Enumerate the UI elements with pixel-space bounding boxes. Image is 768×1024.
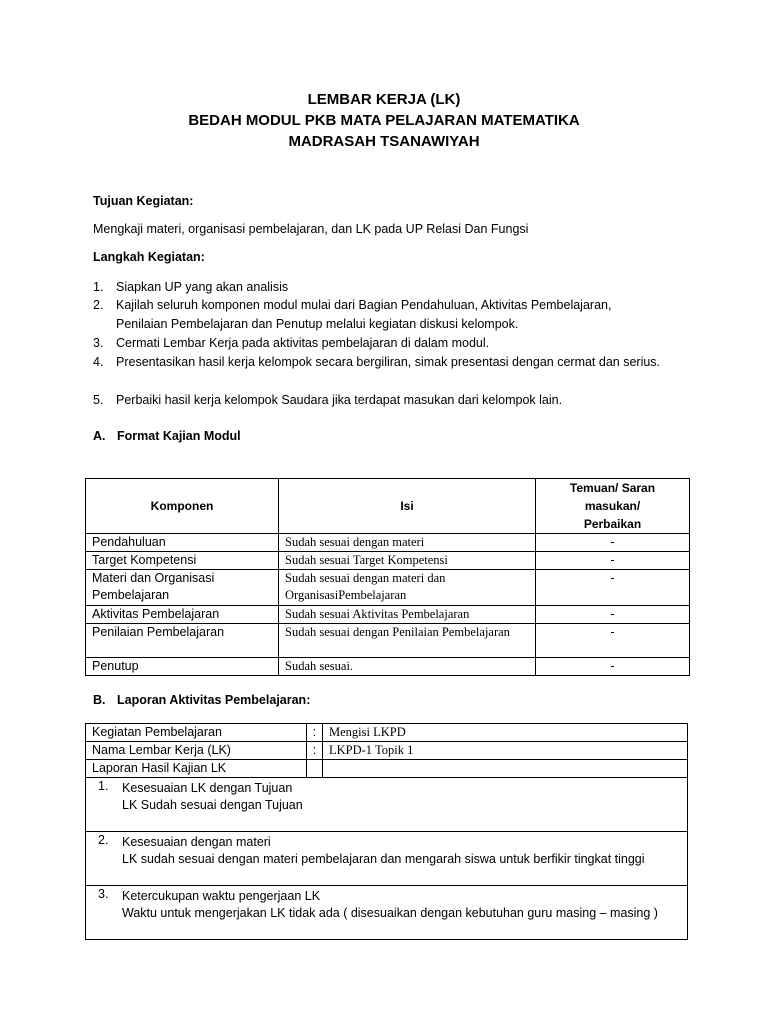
report-item bbox=[86, 832, 688, 886]
cell-isi: Sudah sesuai dengan Penilaian Pembelajaran bbox=[279, 624, 536, 658]
cell-temuan: - bbox=[536, 606, 690, 624]
info-label: Laporan Hasil Kajian LK bbox=[86, 760, 307, 778]
cell-komponen: Target Kompetensi bbox=[86, 552, 279, 570]
step-text: Kajilah seluruh komponen modul mulai dari Bagian Pendahuluan, Aktivitas Pembelajaran, Penilaian Pembelajaran dan Penutup melalui kegiatan diskusi kelompok. bbox=[116, 298, 612, 331]
table-row bbox=[86, 658, 690, 676]
report-item-number: 2. bbox=[98, 833, 109, 847]
report-item bbox=[86, 886, 688, 940]
doc-title-line-2: BEDAH MODUL PKB MATA PELAJARAN MATEMATIKA bbox=[188, 112, 580, 129]
doc-title-line-1: LEMBAR KERJA (LK) bbox=[307, 91, 461, 108]
langkah-step bbox=[93, 353, 663, 372]
langkah-step bbox=[93, 296, 663, 333]
info-row bbox=[86, 742, 688, 760]
report-item-text: LK Sudah sesuai dengan Tujuan bbox=[122, 798, 303, 812]
info-value: Mengisi LKPD bbox=[323, 724, 688, 742]
info-label: Kegiatan Pembelajaran bbox=[86, 724, 307, 742]
report-item-text: Waktu untuk mengerjakan LK tidak ada ( disesuaikan dengan kebutuhan guru masing – masing ) bbox=[122, 906, 658, 920]
cell-isi: Sudah sesuai. bbox=[279, 658, 536, 676]
info-colon: : bbox=[307, 724, 323, 742]
report-item-row bbox=[86, 886, 688, 940]
langkah-heading: Langkah Kegiatan: bbox=[93, 250, 205, 264]
info-row bbox=[86, 760, 688, 778]
kajian-modul-table bbox=[85, 478, 690, 676]
report-item bbox=[86, 778, 688, 832]
report-item-number: 3. bbox=[98, 887, 109, 901]
info-value: LKPD-1 Topik 1 bbox=[323, 742, 688, 760]
report-item-title: Kesesuaian dengan materi bbox=[122, 835, 271, 849]
header-temuan-line: Perbaikan bbox=[583, 517, 642, 531]
cell-isi: Sudah sesuai dengan materi dan OrganisasiPembelajaran bbox=[279, 570, 536, 606]
header-temuan-line: Temuan/ Saran bbox=[569, 481, 656, 495]
cell-komponen: Materi dan Organisasi Pembelajaran bbox=[86, 570, 279, 606]
cell-temuan: - bbox=[536, 658, 690, 676]
header-temuan-line: masukan/ bbox=[584, 499, 641, 513]
step-text: Siapkan UP yang akan analisis bbox=[116, 280, 289, 294]
cell-isi: Sudah sesuai Target Kompetensi bbox=[279, 552, 536, 570]
cell-temuan: - bbox=[536, 534, 690, 552]
cell-temuan: - bbox=[536, 624, 690, 658]
table-row bbox=[86, 552, 690, 570]
step-number: 4. bbox=[93, 355, 104, 369]
report-item-row bbox=[86, 832, 688, 886]
info-label: Nama Lembar Kerja (LK) bbox=[86, 742, 307, 760]
doc-title-line-3: MADRASAH TSANAWIYAH bbox=[288, 133, 480, 150]
info-colon: : bbox=[307, 742, 323, 760]
report-item-title: Kesesuaian LK dengan Tujuan bbox=[122, 781, 293, 795]
step-text: Perbaiki hasil kerja kelompok Saudara jika terdapat masukan dari kelompok lain. bbox=[116, 393, 563, 407]
step-text: Presentasikan hasil kerja kelompok secara bergiliran, simak presentasi dengan cermat dan serius. bbox=[116, 355, 661, 369]
step-number: 2. bbox=[93, 298, 104, 312]
section-a-heading: Format Kajian Modul bbox=[117, 429, 241, 443]
report-item-number: 1. bbox=[98, 779, 109, 793]
langkah-step bbox=[93, 334, 663, 353]
header-komponen: Komponen bbox=[86, 479, 279, 534]
cell-isi: Sudah sesuai Aktivitas Pembelajaran bbox=[279, 606, 536, 624]
section-a-number: A. bbox=[93, 429, 106, 443]
laporan-aktivitas-table bbox=[85, 723, 688, 940]
header-temuan bbox=[536, 479, 690, 534]
info-colon bbox=[307, 760, 323, 778]
step-number: 5. bbox=[93, 393, 104, 407]
tujuan-text: Mengkaji materi, organisasi pembelajaran, dan LK pada UP Relasi Dan Fungsi bbox=[93, 222, 529, 236]
cell-isi: Sudah sesuai dengan materi bbox=[279, 534, 536, 552]
step-number: 1. bbox=[93, 280, 104, 294]
cell-komponen: Penilaian Pembelajaran bbox=[86, 624, 279, 658]
langkah-step bbox=[93, 391, 663, 410]
info-value bbox=[323, 760, 688, 778]
report-item-row bbox=[86, 778, 688, 832]
cell-temuan: - bbox=[536, 552, 690, 570]
table-header-row bbox=[86, 479, 690, 534]
step-number: 3. bbox=[93, 336, 104, 350]
section-b-heading: Laporan Aktivitas Pembelajaran: bbox=[117, 693, 311, 707]
report-item-title: Ketercukupan waktu pengerjaan LK bbox=[122, 889, 321, 903]
tujuan-heading: Tujuan Kegiatan: bbox=[93, 194, 194, 208]
header-isi: Isi bbox=[279, 479, 536, 534]
info-row bbox=[86, 724, 688, 742]
langkah-step bbox=[93, 278, 663, 297]
table-row bbox=[86, 570, 690, 606]
cell-temuan: - bbox=[536, 570, 690, 606]
cell-komponen: Pendahuluan bbox=[86, 534, 279, 552]
table-row bbox=[86, 624, 690, 658]
cell-komponen: Penutup bbox=[86, 658, 279, 676]
table-row bbox=[86, 534, 690, 552]
cell-komponen: Aktivitas Pembelajaran bbox=[86, 606, 279, 624]
step-text: Cermati Lembar Kerja pada aktivitas pembelajaran di dalam modul. bbox=[116, 336, 490, 350]
table-row bbox=[86, 606, 690, 624]
section-b-number: B. bbox=[93, 693, 106, 707]
report-item-text: LK sudah sesuai dengan materi pembelajaran dan mengarah siswa untuk berfikir tingkat tinggi bbox=[122, 852, 645, 866]
